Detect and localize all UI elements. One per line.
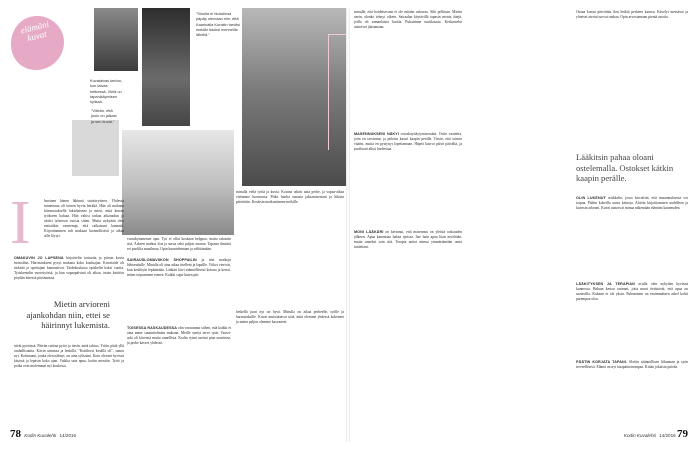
- publication-name: Kodin Kuvalehti: [623, 433, 656, 438]
- section-heading: TOISESSA RASKAUDESSA: [127, 326, 177, 330]
- photo-caption-low: "Viileän, että joulu on jalkasi ja sen kuvat.": [91, 108, 117, 124]
- right-page: [350, 8, 690, 442]
- left-page: [6, 8, 346, 442]
- marathon-photo: [122, 130, 234, 235]
- section-heading: LÄÄKITYKSEN JA TERAPIAN: [576, 282, 635, 286]
- section-heading: MASENNUKSENI NÄKYI: [354, 132, 399, 136]
- body-text: Aloitin säännöllisen liikunnan ja syön terveellisesti. Elämä on nyt tasapainoisempaa. Kiitän jokaista päivää.: [576, 360, 688, 369]
- right-body-column-1-bottom: [354, 230, 462, 428]
- section-heading: PÄÄTIN KORJATA TAPANI.: [576, 360, 628, 364]
- family-photo: [72, 120, 119, 176]
- pull-quote-right: Lääkitsin pahaa oloani ostelemalla. Ostokset kätkin kaapin perälle.: [576, 152, 674, 184]
- body-column-3-top: minulla vielä työtä ja kuvia. Kotona odotti aina perhe, ja vapaa-aikaa vietimme luonnossa. Pidin huolta omasta jaksamisestani ja liikuin päivittäin. Kesäisin matkustimme mökille.: [236, 190, 344, 204]
- section-heading: MONI LÄÄKÄRI: [354, 230, 384, 234]
- section-heading: OMAKUVIN JO LAPSENA: [14, 256, 64, 260]
- page-number: 78: [10, 428, 21, 440]
- portrait-photo: [94, 8, 138, 71]
- body-column-2-mid: [127, 258, 231, 322]
- body-text: ja tein matkoja lähiseudulle. Minulla oli aina aikaa itselleni ja lapsille. Viikot vierivät, kun keskityin lepäämään. Lääkäri kävi säännöllisesti kotona ja kertoi, miten toipuminen etenee. Kaikki sujui kuten piti.: [127, 258, 231, 277]
- page-footer-right: [622, 428, 688, 440]
- right-body-column-2-top: Osana kuvaa päivittäin ilon hetkiä perheen kanssa. Kävelyt metsässä ja yhteiset ateriat tuovat rauhaa. Opin arvostamaan pieniä asioita.: [576, 10, 688, 19]
- publication-name: Kodin Kuvalehti: [24, 433, 57, 438]
- body-column-2-bottom: [127, 326, 231, 428]
- body-text: artikkelin, jossa kerrottiin, että masennuksesta voi toipua. Päätin kokeilla uusia keinoja. Aloitin kirjoittamisen uudelleen ja kuvasin arkeani. Kuvat auttoivat minua näkemään elämäni kauneuden.: [576, 196, 688, 210]
- body-text: olin varautunut siihen, että kaikki ei aina mene suunnitelmien mukaan. Meille syntyi terve tytär. Vauva-arki oli kiireistä mutta onnellista. Kodin rytmi asettui pian uomiinsa, ja perhe kasvoi yhdessä.: [127, 326, 231, 345]
- body-column-3-bottom: hetkellä juuri nyt on hyvä. Minulla on aikaa perheelle, työlle ja harrastuksille. Kuvat muistuttavat siitä, mitä olemme yhdessä kokeneet ja miten paljon olemme kasvaneet.: [236, 310, 344, 324]
- body-column-1-bottom: nivät pyörässä. Päivän rutiina pyöri ja tiesin, mitä tahtoo. Yritin pitää yllä rauhallisuutta. Kävin uimassa ja lenkillä. "Kotiihteri kesällä oli", sanon nyt. Kotimaani, jonka olen nähnyt, on aina sylissäni. Koin olevani hyvissä käsissä ja lepäsin koko ajan. Vaikka sain apua, kotiin mentiin. Tyttö ja poika ovat molemmat nyt koulussa.: [14, 344, 124, 368]
- drop-cap: I: [10, 189, 31, 257]
- page-number: 79: [677, 428, 688, 440]
- issue-number: 14/2016: [659, 433, 676, 438]
- issue-number: 14/2016: [59, 433, 77, 438]
- magazine-spread: [6, 8, 690, 442]
- section-heading: OLIN LUKENUT: [576, 196, 606, 200]
- body-text: ostoskäyttäytymisessäni. Ostin vaatteita, joita en tarvinnut, ja piilotin kassit kaapin perälle. Tiesin, että toimin väärin, mutta en pystynyt lopettamaan. Häpeä kasvoi päivä päivältä, ja puolisoni alkoi huolestua.: [354, 132, 462, 151]
- pull-quote-left: Mietin arvioreni ajankohdan niin, ettei se häirinnyt lukemista.: [26, 299, 110, 331]
- body-column-2-top: vuosikymmenen ajan. Työ ei ollut koskaan helppoa, mutta rakastin sitä. Arkeen mahtui iloa ja surua sekä paljon naurua. Tapasin ihmisiä eri puolilta maailmaa. Opin kuuntelemaan ja välittämään.: [127, 237, 231, 251]
- body-text: avulla olen nykyään hyvässä kunnossa. Haluan kertoa tarinani, jotta muut tietäisivät, että apua on saatavilla. Kukaan ei ole yksin. Puhuminen on ensimmäinen askel kohti parempaa oloa.: [576, 282, 688, 301]
- section-heading: SAIRAUSLOMAVIIKON SHOPPAILIN: [127, 258, 197, 262]
- body-column-1-top: lmoinen hänen lähinnä sinisävytteen. Yhdessä tunnettuna oli toinen hyvin herkkä. Hän oli mukana kiinnostuksella lukiolaisena ja mieti, mitä kerran työkseen haluaa. Hän valitsi tarkan aikataulun ja aloitti työnteon vuosia sitten. Mutta nykyään olen entistäkin varmempi, että ratkaisuni kannatti. Kirjoittaminen tuli mukaan luonnollisesti ja aikaa sille löytyi.: [44, 199, 124, 238]
- badge-label: elämäni kuvat: [19, 18, 51, 44]
- right-body-column-2-lower: [576, 282, 688, 358]
- right-body-column-1-mid: [354, 132, 462, 228]
- body-text: on kertonut, että masennus on yleistä raskauden jälkeen. Apua kannattaa hakea ajoissa. Itse hain apua liian myöhään, mutta onneksi sain sitä. Terapia auttoi minua ymmärtämään omia tunteitani.: [354, 230, 462, 249]
- right-body-column-2-end: [576, 360, 688, 426]
- photo-frame-line: [328, 34, 346, 150]
- right-body-column-1-top: minulle, että hoidettavana ei ole mitään vakavaa. Silti pelkäsin. Mietin usein, olenko tehnyt oikein. Sairaalan käytävillä tapasin monia äitejä, joilla oli samanlaisia huolia. Puhuimme tuntikausia. Keskustelut auttoivat jaksamaan.: [354, 10, 462, 29]
- page-footer-left: [10, 428, 76, 440]
- right-body-column-2-mid: [576, 196, 688, 280]
- body-text: kirjoittelin tarinoita ja piirsin kuvia tarinoihin. Harrastukseni pysyi mukana koko kouluajan. Kuvataide oli tärkeää ja opettajani kannustivat. Taidekoulussa opiskelin kaksi vuotta. Työskentelin vuorotyössä, ja kun vapaapäivinä oli aikaa, istuin keittiön pöydän ääressä piirtämässä.: [14, 256, 124, 280]
- photo-caption-mid: Kuvataivas kertoo, kun taivas hetkessä. Vielä on tapanikäymisen sylissä.: [90, 78, 123, 105]
- photo-caption-top: "Sinulla ei hiuksiinsa päpäp olemaan niin, että Kaarinalla Kurakin tarvitsi meidät tutuksi menneille lähellä.": [196, 11, 240, 38]
- body-column-1-mid: [14, 256, 124, 294]
- runner-photo: [142, 8, 190, 126]
